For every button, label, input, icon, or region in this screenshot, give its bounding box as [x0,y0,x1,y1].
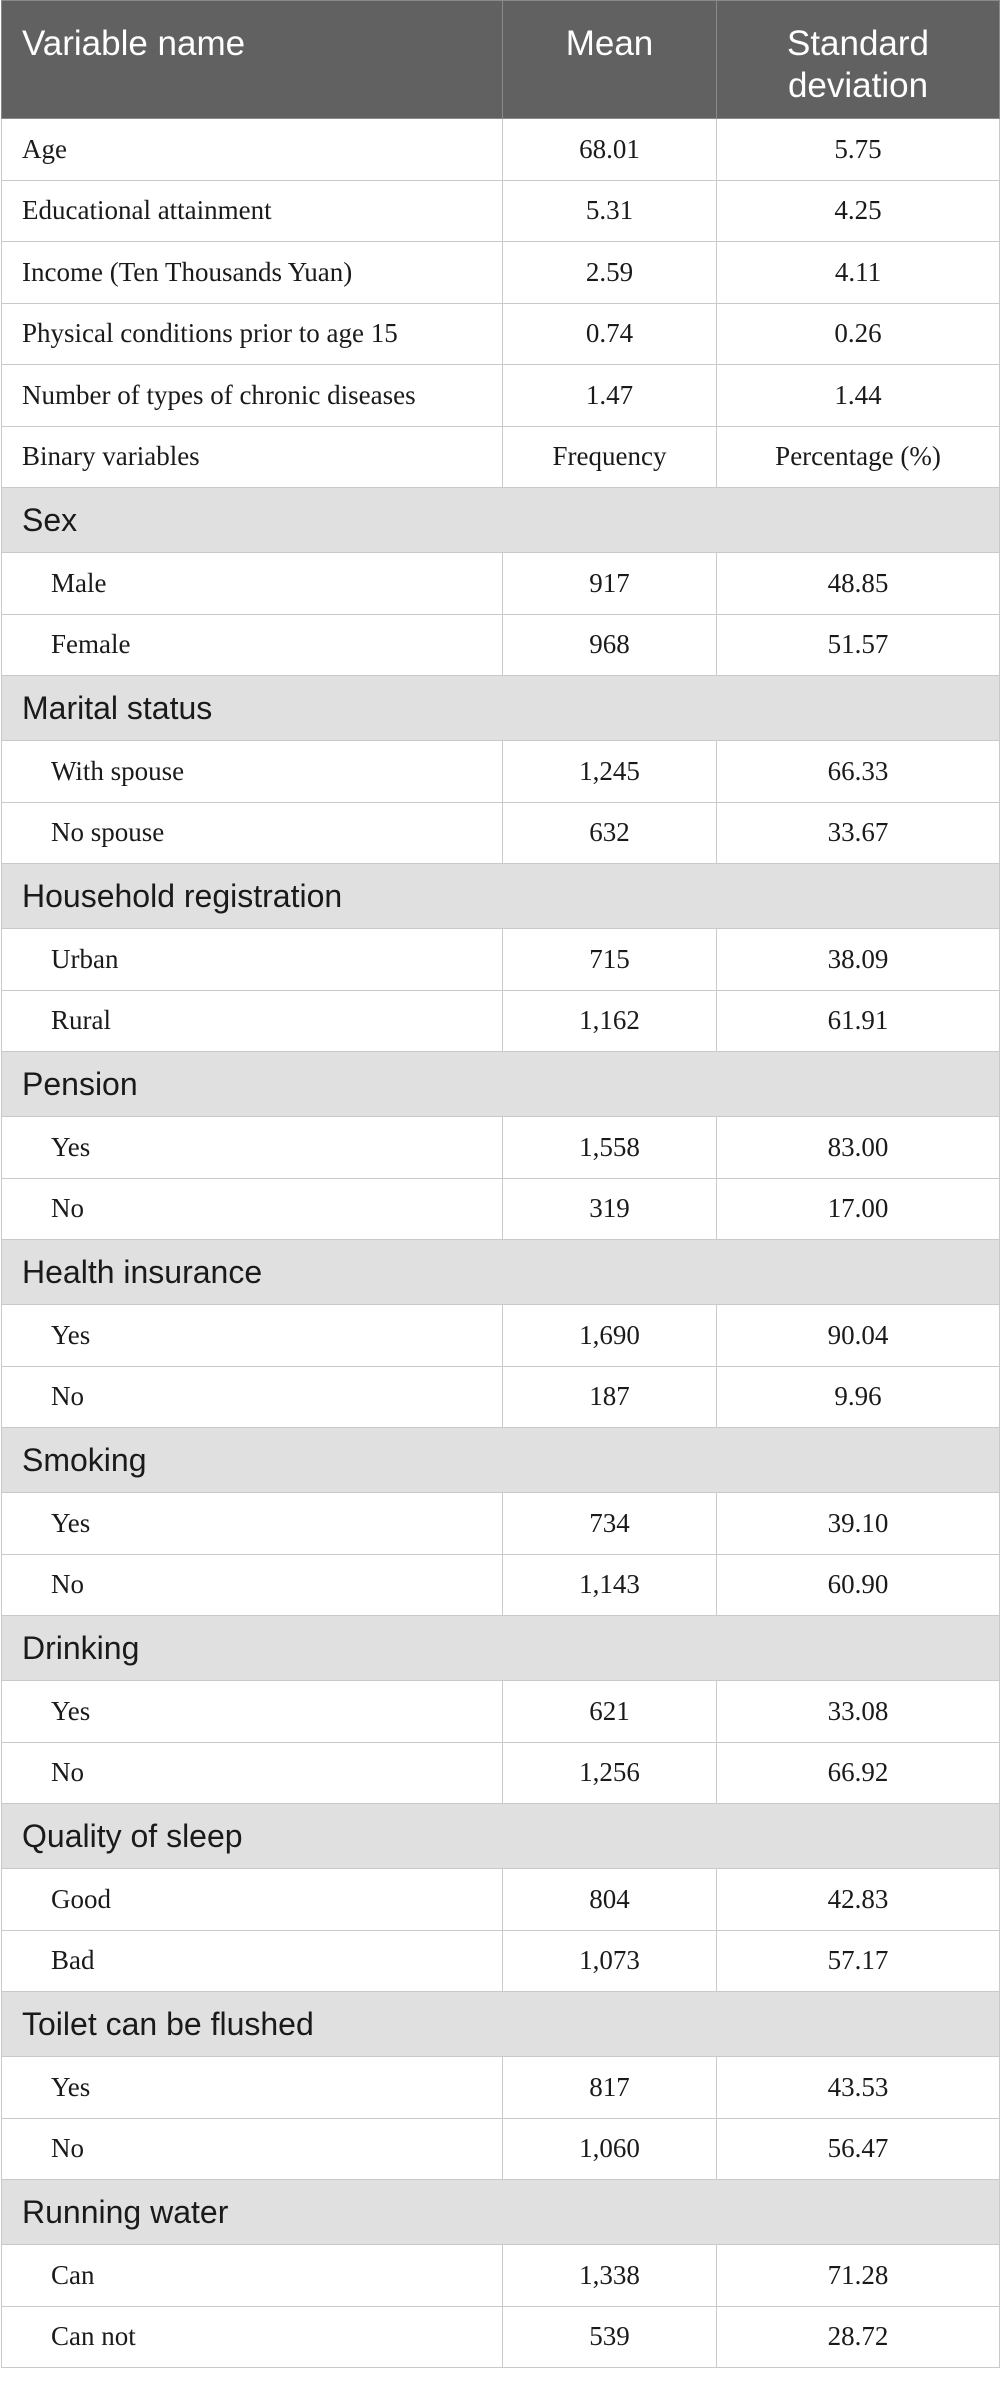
row-label: With spouse [2,741,503,803]
table-row [2,303,1000,365]
section-title: Drinking [2,1616,1000,1681]
binary-variables-label: Binary variables [2,426,503,488]
row-frequency: 1,245 [503,741,717,803]
row-label: Yes [2,1117,503,1179]
table-row [2,741,1000,803]
row-label: No [2,1366,503,1428]
table-row [2,1930,1000,1992]
row-frequency: 804 [503,1869,717,1931]
row-mean: 2.59 [503,242,717,304]
row-frequency: 187 [503,1366,717,1428]
row-percentage: 90.04 [717,1305,1000,1367]
row-label: Number of types of chronic diseases [2,365,503,427]
table-row [2,2118,1000,2180]
table-row [2,1117,1000,1179]
binary-header-row [2,426,1000,488]
row-sd: 0.26 [717,303,1000,365]
section-row-quality-of-sleep [2,1804,1000,1869]
row-percentage: 42.83 [717,1869,1000,1931]
table-row [2,1742,1000,1804]
row-percentage: 51.57 [717,614,1000,676]
row-label: Age [2,119,503,181]
row-frequency: 1,558 [503,1117,717,1179]
row-frequency: 734 [503,1493,717,1555]
row-percentage: 17.00 [717,1178,1000,1240]
row-frequency: 319 [503,1178,717,1240]
section-row-drinking [2,1616,1000,1681]
row-percentage: 66.33 [717,741,1000,803]
row-mean: 68.01 [503,119,717,181]
header-row [2,1,1000,119]
table-row [2,1554,1000,1616]
section-row-smoking [2,1428,1000,1493]
section-title: Marital status [2,676,1000,741]
row-percentage: 57.17 [717,1930,1000,1992]
row-label: Can [2,2245,503,2307]
row-label: Rural [2,990,503,1052]
section-title: Quality of sleep [2,1804,1000,1869]
row-label: Yes [2,1493,503,1555]
section-row-sex [2,488,1000,553]
row-percentage: 33.08 [717,1681,1000,1743]
section-title: Running water [2,2180,1000,2245]
section-title: Pension [2,1052,1000,1117]
table-row [2,1681,1000,1743]
table-row [2,2057,1000,2119]
section-row-toilet-can-be-flushed [2,1992,1000,2057]
section-title: Smoking [2,1428,1000,1493]
section-row-marital-status [2,676,1000,741]
table-row [2,180,1000,242]
row-percentage: 43.53 [717,2057,1000,2119]
row-percentage: 60.90 [717,1554,1000,1616]
row-percentage: 39.10 [717,1493,1000,1555]
section-row-health-insurance [2,1240,1000,1305]
section-row-running-water [2,2180,1000,2245]
percentage-label: Percentage (%) [717,426,1000,488]
row-percentage: 83.00 [717,1117,1000,1179]
row-label: No [2,2118,503,2180]
header-variable-name: Variable name [2,1,503,119]
row-frequency: 1,073 [503,1930,717,1992]
row-label: Urban [2,929,503,991]
row-mean: 5.31 [503,180,717,242]
row-frequency: 1,338 [503,2245,717,2307]
row-label: No [2,1742,503,1804]
table-row [2,990,1000,1052]
row-label: No spouse [2,802,503,864]
section-title: Household registration [2,864,1000,929]
row-frequency: 1,162 [503,990,717,1052]
row-label: No [2,1554,503,1616]
header-sd-line1: Standard [786,24,930,63]
row-percentage: 9.96 [717,1366,1000,1428]
row-frequency: 917 [503,553,717,615]
row-label: Bad [2,1930,503,1992]
row-sd: 4.11 [717,242,1000,304]
row-percentage: 71.28 [717,2245,1000,2307]
row-label: Can not [2,2306,503,2368]
section-title: Sex [2,488,1000,553]
table-row [2,1493,1000,1555]
table-header [2,1,1000,119]
row-label: Yes [2,1681,503,1743]
row-label: Male [2,553,503,615]
row-frequency: 715 [503,929,717,991]
table-row [2,553,1000,615]
table-row [2,1305,1000,1367]
row-mean: 1.47 [503,365,717,427]
header-standard-deviation [717,1,1000,119]
table-row [2,365,1000,427]
row-percentage: 33.67 [717,802,1000,864]
row-label: No [2,1178,503,1240]
table-row [2,929,1000,991]
row-frequency: 1,690 [503,1305,717,1367]
row-frequency: 539 [503,2306,717,2368]
frequency-label: Frequency [503,426,717,488]
row-label: Educational attainment [2,180,503,242]
row-frequency: 1,143 [503,1554,717,1616]
table-row [2,1869,1000,1931]
table-row [2,614,1000,676]
table-row [2,1178,1000,1240]
row-label: Yes [2,2057,503,2119]
row-frequency: 632 [503,802,717,864]
row-label: Yes [2,1305,503,1367]
table-row [2,2245,1000,2307]
row-label: Physical conditions prior to age 15 [2,303,503,365]
section-row-household-registration [2,864,1000,929]
row-sd: 5.75 [717,119,1000,181]
row-label: Good [2,1869,503,1931]
row-percentage: 66.92 [717,1742,1000,1804]
row-sd: 4.25 [717,180,1000,242]
row-frequency: 817 [503,2057,717,2119]
row-percentage: 48.85 [717,553,1000,615]
row-percentage: 56.47 [717,2118,1000,2180]
header-sd-line2: deviation [787,66,929,105]
table-row [2,1366,1000,1428]
section-title: Health insurance [2,1240,1000,1305]
row-frequency: 968 [503,614,717,676]
table-row [2,802,1000,864]
table-body [2,119,1000,2368]
row-percentage: 61.91 [717,990,1000,1052]
section-row-pension [2,1052,1000,1117]
section-title: Toilet can be flushed [2,1992,1000,2057]
row-percentage: 28.72 [717,2306,1000,2368]
table-row [2,119,1000,181]
table-row [2,242,1000,304]
row-frequency: 1,256 [503,1742,717,1804]
row-sd: 1.44 [717,365,1000,427]
header-mean: Mean [503,1,717,119]
row-label: Income (Ten Thousands Yuan) [2,242,503,304]
row-frequency: 1,060 [503,2118,717,2180]
row-label: Female [2,614,503,676]
row-percentage: 38.09 [717,929,1000,991]
row-mean: 0.74 [503,303,717,365]
row-frequency: 621 [503,1681,717,1743]
table-row [2,2306,1000,2368]
descriptive-statistics-table [1,0,1000,2368]
